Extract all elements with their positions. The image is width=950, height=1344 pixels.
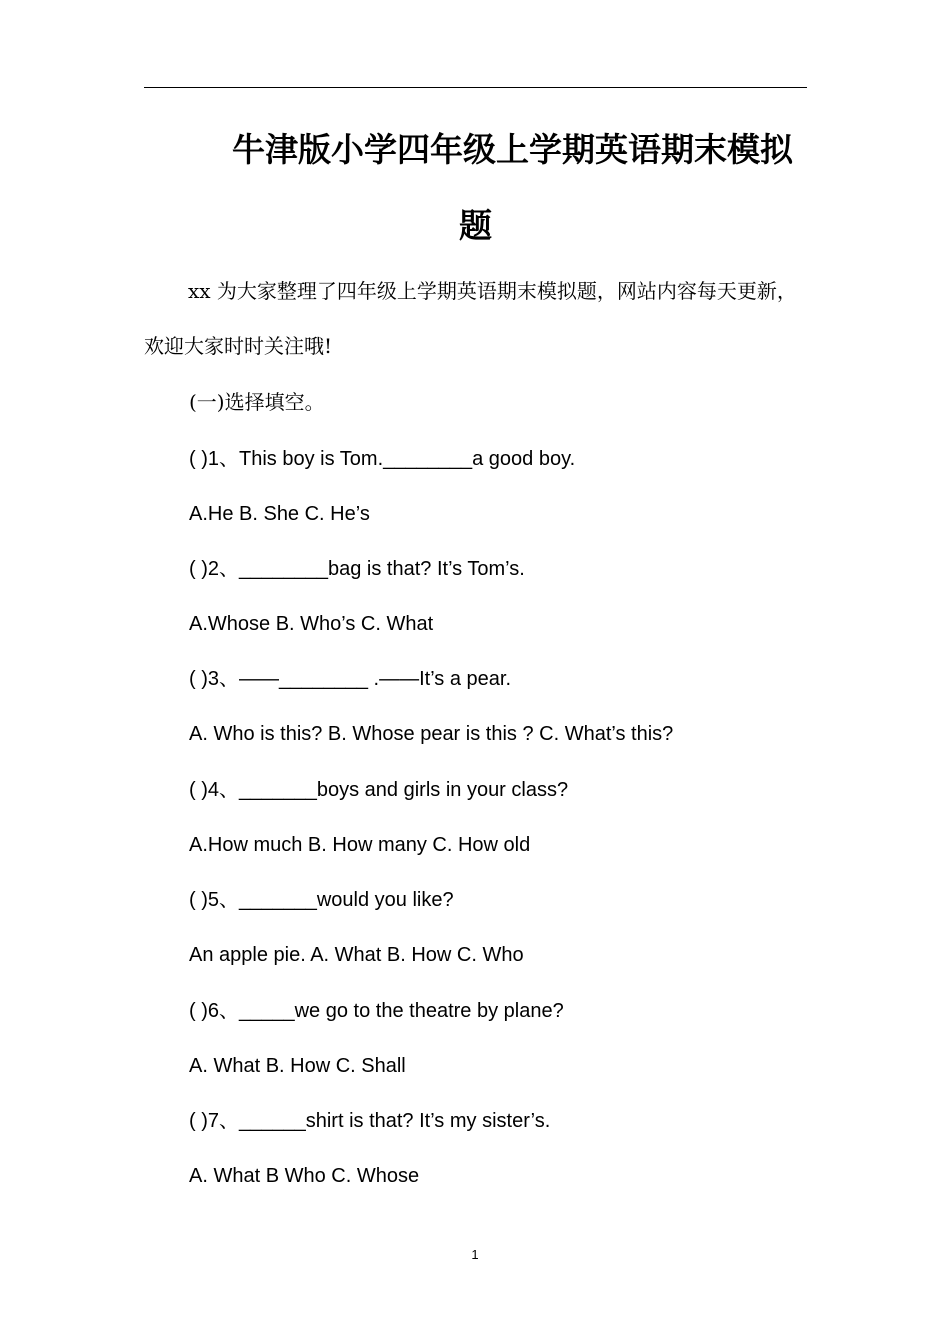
- question-2: ( )2、________bag is that? It’s Tom’s.: [189, 558, 525, 580]
- intro-paragraph: xx 为大家整理了四年级上学期英语期末模拟题，网站内容每天更新，欢迎大家时时关注哦!: [144, 279, 797, 358]
- question-7: ( )7、______shirt is that? It’s my sister’s.: [189, 1110, 551, 1132]
- question-5: ( )5、_______would you like?: [189, 889, 454, 911]
- document-title-line1: 牛津版小学四年级上学期英语期末模拟: [232, 130, 793, 169]
- page-number: 1: [471, 1247, 479, 1262]
- header-rule: [144, 87, 807, 88]
- options-5: An apple pie. A. What B. How C. Who: [189, 944, 524, 966]
- section-heading: (一)选择填空。: [189, 390, 325, 414]
- options-6: A. What B. How C. Shall: [189, 1055, 406, 1077]
- options-3: A. Who is this? B. Whose pear is this ? C. What’s this?: [189, 723, 674, 745]
- options-7: A. What B Who C. Whose: [189, 1165, 420, 1187]
- options-4: A.How much B. How many C. How old: [189, 834, 531, 856]
- options-1: A.He B. She C. He’s: [189, 503, 370, 525]
- options-2: A.Whose B. Who’s C. What: [189, 613, 434, 635]
- document-title-line2: 题: [459, 206, 492, 245]
- question-6: ( )6、_____we go to the theatre by plane?: [189, 1000, 564, 1022]
- question-3: ( )3、——________ .——It’s a pear.: [189, 668, 512, 690]
- question-1: ( )1、This boy is Tom.________a good boy.: [189, 448, 576, 470]
- question-4: ( )4、_______boys and girls in your class?: [189, 779, 569, 801]
